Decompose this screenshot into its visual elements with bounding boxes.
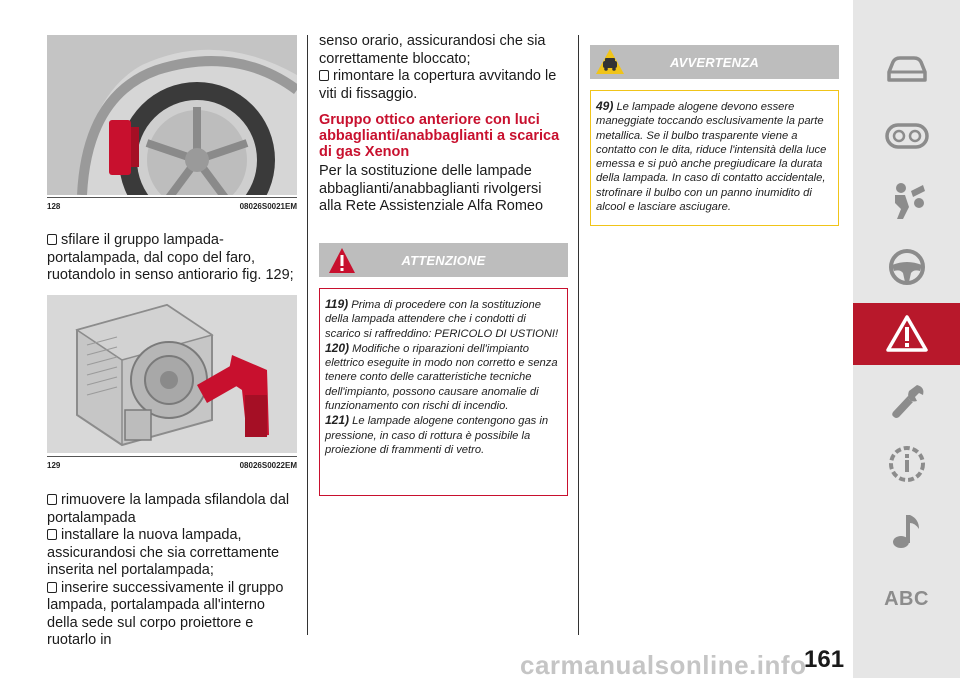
avvertenza-title: AVVERTENZA bbox=[670, 54, 759, 70]
sidebar-item-safety[interactable] bbox=[853, 170, 960, 232]
warning-triangle-icon bbox=[885, 314, 929, 354]
sidebar-item-index[interactable] bbox=[853, 568, 960, 630]
figure-number: 129 bbox=[47, 461, 61, 470]
checkbox-bullet-icon bbox=[319, 70, 329, 81]
dashboard-gauges-icon bbox=[885, 121, 929, 151]
danger-exclamation-icon bbox=[327, 246, 357, 276]
checkbox-bullet-icon bbox=[47, 529, 57, 540]
figure-code: 08026S0022EM bbox=[239, 461, 297, 470]
checkbox-bullet-icon bbox=[47, 234, 57, 245]
figure-129 bbox=[47, 295, 297, 453]
attenzione-box bbox=[319, 288, 568, 496]
figure-128-caption bbox=[47, 197, 297, 213]
sidebar-item-dashboard[interactable] bbox=[853, 105, 960, 167]
airbag-seat-icon bbox=[887, 181, 927, 221]
column-rule bbox=[578, 35, 579, 635]
figure-code: 08026S0021EM bbox=[239, 202, 297, 211]
warning-item: 121) Le lampade alogene contengono gas in pressione, in caso di rottura è possibile la proiezione di frammenti di vetro. bbox=[325, 413, 549, 456]
abc-index-label: ABC bbox=[884, 587, 929, 610]
step-text: inserire successivamente il gruppo lampada, portalampada all'interno della sede sul corpo proiettore e ruotarlo in bbox=[47, 579, 284, 648]
checkbox-bullet-icon bbox=[47, 582, 57, 593]
info-gear-icon bbox=[886, 443, 928, 485]
music-note-icon bbox=[889, 511, 925, 551]
figure-number: 128 bbox=[47, 202, 61, 211]
step-text: installare la nuova lampada, assicurandosi che sia correttamente inserita nel portalampada; bbox=[47, 527, 280, 578]
step-text-block bbox=[47, 232, 297, 285]
sidebar-item-emergency[interactable] bbox=[853, 303, 960, 365]
figure-129-caption bbox=[47, 456, 297, 472]
sidebar-item-technical-data[interactable] bbox=[853, 433, 960, 495]
attenzione-title: ATTENZIONE bbox=[401, 252, 486, 268]
column-rule bbox=[307, 35, 308, 635]
step-text: rimuovere la lampada sfilandola dal portalampada bbox=[47, 492, 290, 526]
section-title: Gruppo ottico anteriore con luci abbaglianti/anabbaglianti a scarica di gas Xenon bbox=[319, 112, 560, 160]
warning-item: 119) Prima di procedere con la sostituzione della lampada attendere che i condotti di scarico si raffreddino: PERICOLO DI USTIONI! bbox=[325, 297, 559, 340]
watermark: carmanualsonline.info bbox=[520, 650, 807, 678]
car-icon bbox=[885, 54, 929, 84]
avvertenza-box bbox=[590, 90, 839, 226]
checkbox-bullet-icon bbox=[47, 494, 57, 505]
avvertenza-header bbox=[590, 45, 839, 79]
sidebar-item-driving[interactable] bbox=[853, 236, 960, 298]
sidebar-item-car[interactable] bbox=[853, 38, 960, 100]
step-text: senso orario, assicurandosi che sia correttamente bloccato; bbox=[319, 33, 546, 67]
section-body: Per la sostituzione delle lampade abbaglianti/anabbaglianti rivolgersi alla Rete Assistenziale Alfa Romeo bbox=[319, 163, 544, 214]
warning-item: 49) Le lampade alogene devono essere maneggiate toccando esclusivamente la parte metallica. Se il bulbo trasparente viene a contatto con le dita, riduce l'intensità della luce emessa e si può anche pregiudicare la durata della lampada. In caso di contatto accidentale, strofinare il bulbo con un panno inumidito di alcool e lasciare asciugare. bbox=[596, 99, 827, 214]
step-text-block bbox=[319, 33, 567, 103]
step-text-block bbox=[47, 492, 297, 650]
step-text: sfilare il gruppo lampada-portalampada, dal copo del faro, ruotandolo in senso antiorario fig. 129; bbox=[47, 232, 294, 283]
steering-wheel-icon bbox=[887, 247, 927, 287]
chapter-sidebar bbox=[853, 0, 960, 678]
sidebar-item-multimedia[interactable] bbox=[853, 500, 960, 562]
figure-128 bbox=[47, 35, 297, 195]
sidebar-item-maintenance[interactable] bbox=[853, 370, 960, 432]
car-warning-icon bbox=[594, 47, 626, 77]
wrench-icon bbox=[887, 381, 927, 421]
warning-item: 120) Modifiche o riparazioni dell'impianto elettrico eseguite in modo non corretto e senza tenere conto delle caratteristiche tecniche dell'impianto, possono causare anomalie di funzionamento con rischi di incendio. bbox=[325, 340, 558, 413]
attenzione-header bbox=[319, 243, 568, 277]
step-text: rimontare la copertura avvitando le viti di fissaggio. bbox=[319, 68, 557, 102]
page-number: 161 bbox=[804, 646, 845, 673]
